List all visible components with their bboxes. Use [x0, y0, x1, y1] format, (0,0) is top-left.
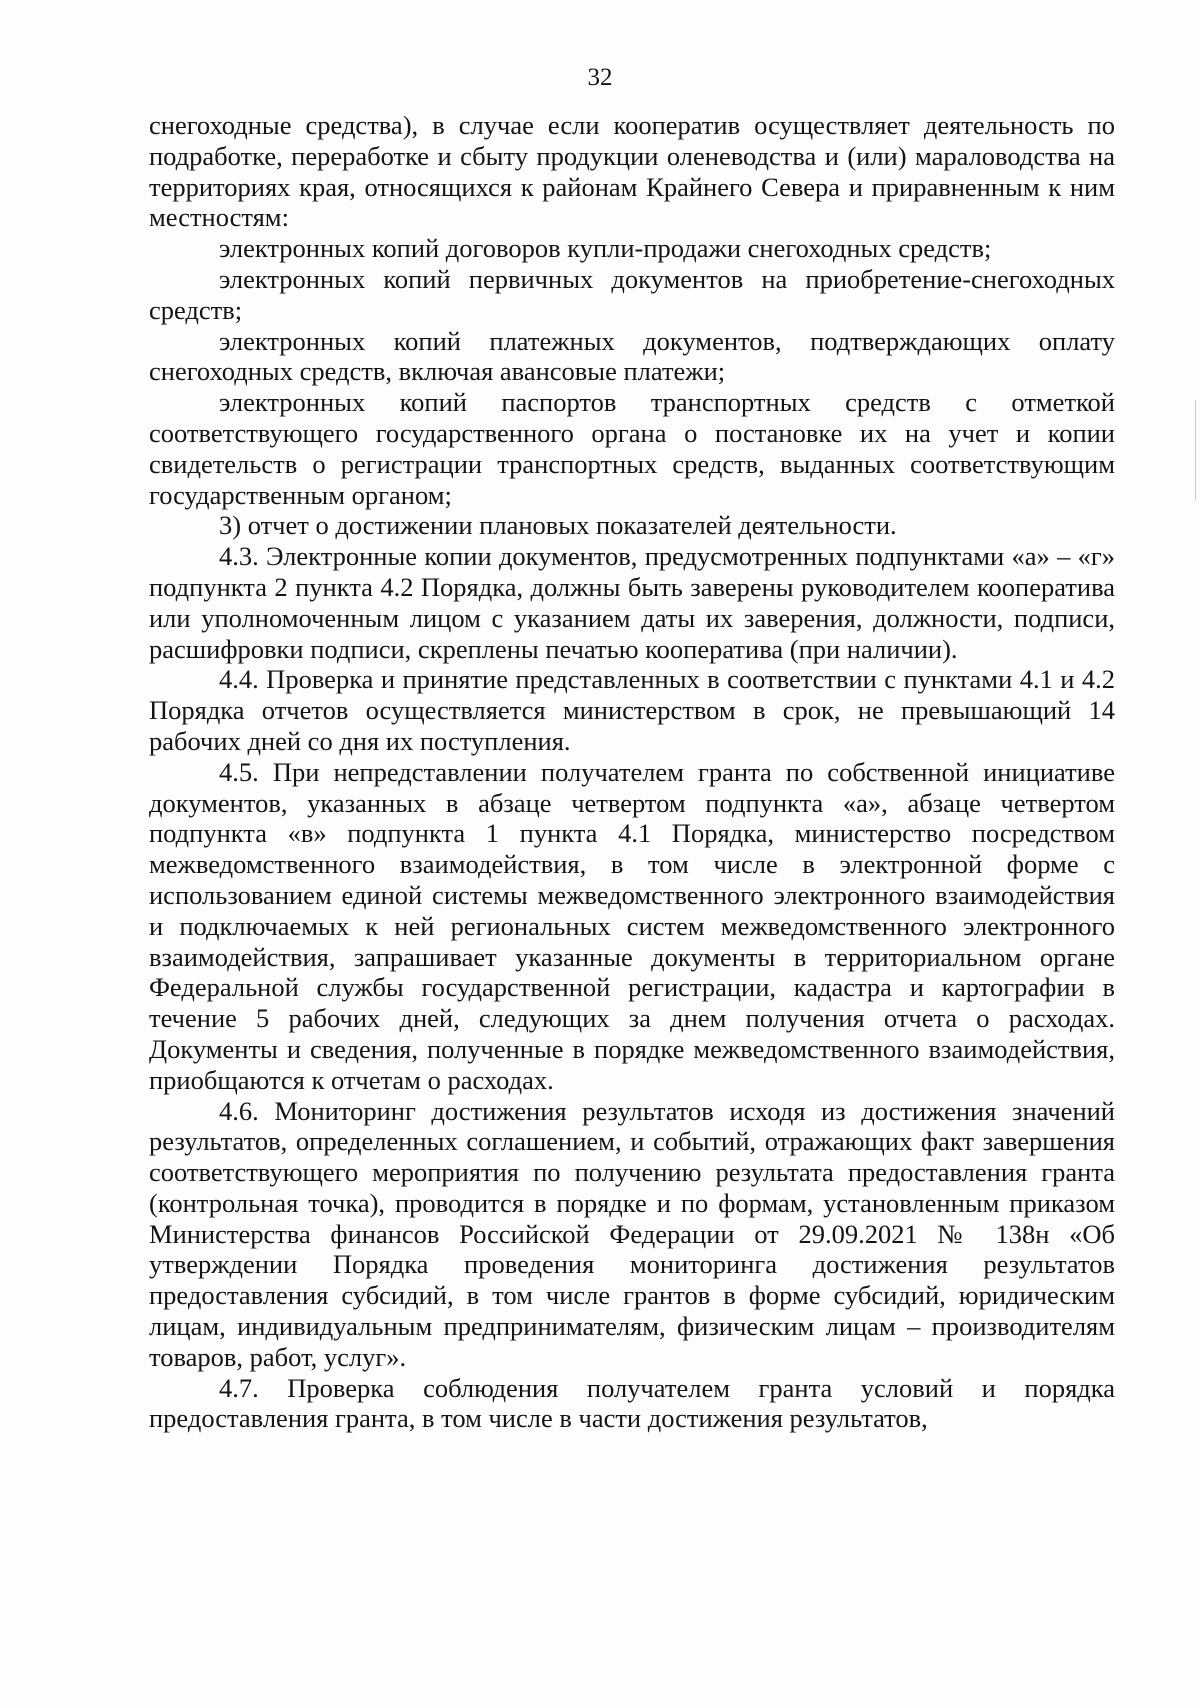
page-number: 32 [587, 64, 613, 91]
paragraph: электронных копий первичных документов на приобретение-снегоходных средств; [149, 263, 1115, 325]
paragraph: 4.6. Мониторинг достижения результатов исходя из достижения значений результатов, определенных соглашением, и событий, отражающих факт завершения соответствующего мероприятия по получению результата предоставления гранта (контрольная точка), проводится в порядке и по формам, установленным приказом Министерства финансов Российской Федерации от 29.09.2021 № 138н «Об утверждении Порядка проведения мониторинга достижения результатов предоставления субсидий, в том числе грантов в форме субсидий, юридическим лицам, индивидуальным предпринимателям, физическим лицам – производителям товаров, работ, услуг». [149, 1095, 1115, 1372]
paragraph: 4.7. Проверка соблюдения получателем гранта условий и порядка предоставления гранта, в том числе в части достижения результатов, [149, 1372, 1115, 1434]
paragraph: 4.3. Электронные копии документов, предусмотренных подпунктами «а» – «г» подпункта 2 пункта 4.2 Порядка, должны быть заверены руководителем кооператива или уполномоченным лицом с указанием даты их заверения, должности, подписи, расшифровки подписи, скреплены печатью кооператива (при наличии). [149, 541, 1115, 664]
paragraph: снегоходные средства), в случае если кооператив осуществляет деятельность по подработке, переработке и сбыту продукции оленеводства и (или) мараловодства на территориях края, относящихся к районам Крайнего Севера и приравненным к ним местностям: [149, 110, 1115, 233]
paragraph: электронных копий договоров купли-продажи снегоходных средств; [219, 233, 992, 264]
paragraph: электронных копий платежных документов, подтверждающих оплату снегоходных средств, включая авансовые платежи; [149, 325, 1115, 387]
document-body [149, 110, 1115, 1434]
scan-edge-mark [1195, 400, 1196, 500]
paragraph: 3) отчет о достижении плановых показателей деятельности. [219, 510, 897, 541]
paragraph: 4.4. Проверка и принятие представленных в соответствии с пунктами 4.1 и 4.2 Порядка отчетов осуществляется министерством в срок, не превышающий 14 рабочих дней со дня их поступления. [149, 664, 1115, 756]
paragraph: 4.5. При непредставлении получателем гранта по собственной инициативе документов, указанных в абзаце четвертом подпункта «а», абзаце четвертом подпункта «в» подпункта 1 пункта 4.1 Порядка, министерство посредством межведомственного взаимодействия, в том числе в электронной форме с использованием единой системы межведомственного электронного взаимодействия и подключаемых к ней региональных систем межведомственного электронного взаимодействия, запрашивает указанные документы в территориальном органе Федеральной службы государственной регистрации, кадастра и картографии в течение 5 рабочих дней, следующих за днем получения отчета о расходах. Документы и сведения, полученные в порядке межведомственного взаимодействия, приобщаются к отчетам о расходах. [149, 756, 1115, 1095]
paragraph: электронных копий паспортов транспортных средств с отметкой соответствующего государственного органа о постановке их на учет и копии свидетельств о регистрации транспортных средств, выданных соответствующим государственным органом; [149, 387, 1115, 510]
